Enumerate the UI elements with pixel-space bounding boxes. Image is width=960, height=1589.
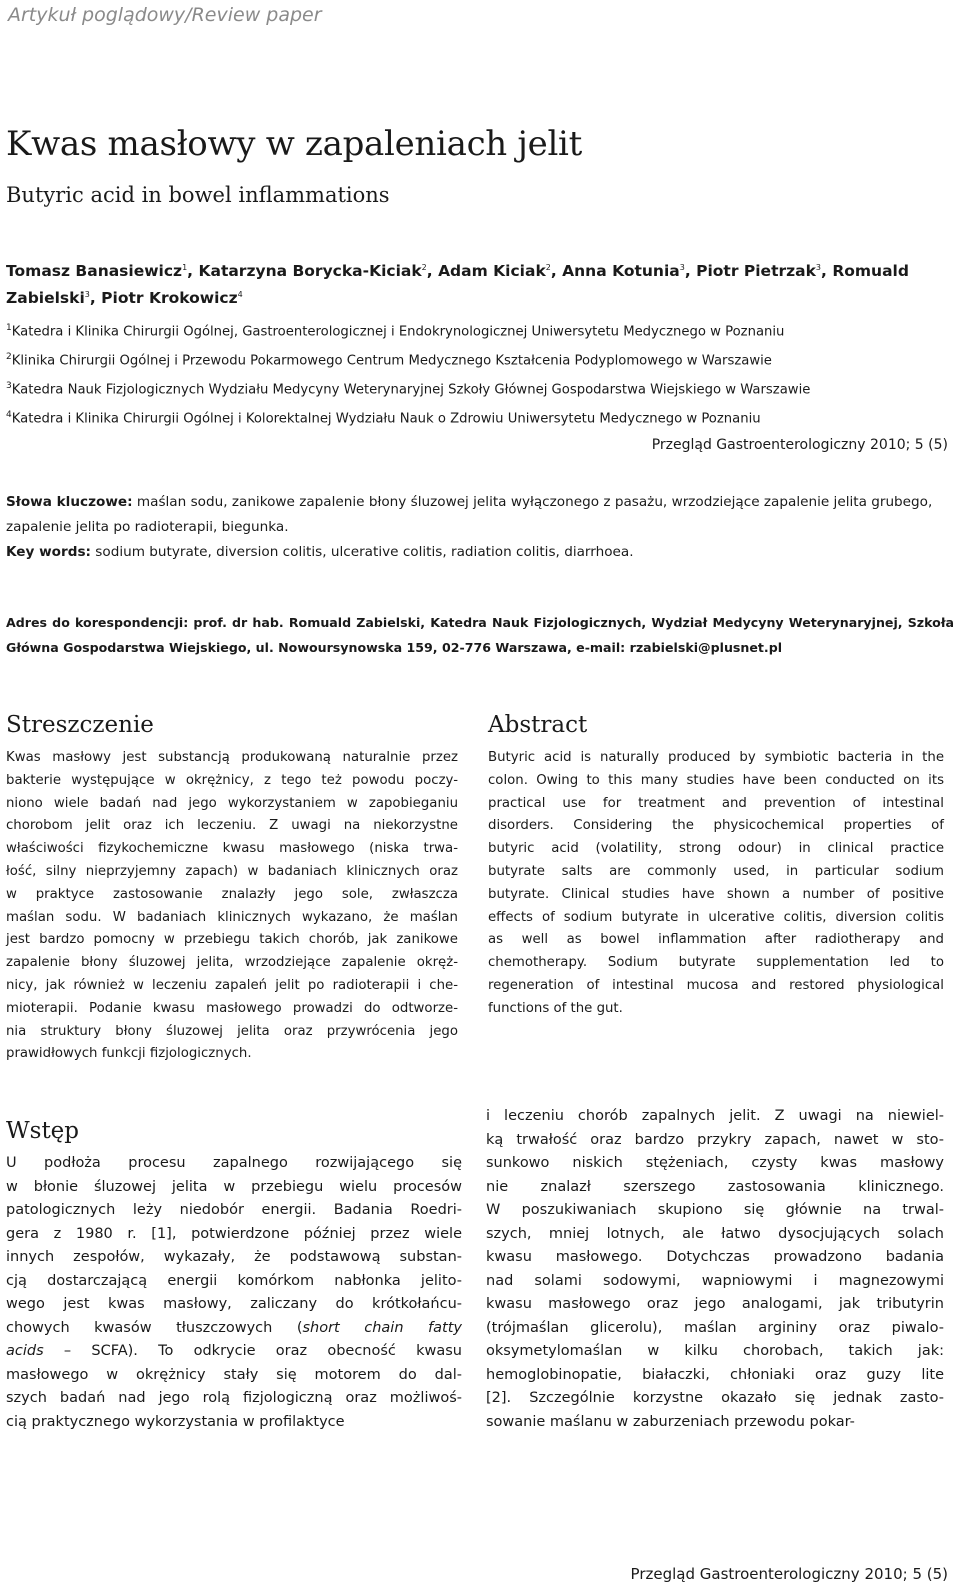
streszczenie-line: nia struktury błony śluzowej jelita oraz przywrócenia jego	[6, 1023, 458, 1039]
author-affiliation-mark: 3	[679, 263, 685, 272]
journal-reference: Przegląd Gastroenterologiczny 2010; 5 (5)	[651, 437, 948, 453]
affiliation-text: Katedra i Klinika Chirurgii Ogólnej, Gastroenterologicznej i Endokrynologicznej Uniwersytetu Medycznego w Poznaniu	[11, 324, 785, 340]
wstep-line: acids – SCFA). To odkrycie oraz obecność kwasu	[6, 1343, 462, 1359]
streszczenie-heading: Streszczenie	[6, 712, 154, 738]
footer-journal-reference: Przegląd Gastroenterologiczny 2010; 5 (5)	[630, 1565, 948, 1583]
author-affiliation-mark: 4	[237, 290, 243, 300]
streszczenie-line: właściwości fizykochemiczne kwasu masłowego (niska trwa-	[6, 841, 458, 857]
wstep-line: chowych kwasów tłuszczowych (short chain fatty	[6, 1319, 462, 1336]
affiliation-text: Katedra i Klinika Chirurgii Ogólnej i Kolorektalnej Wydziału Nauk o Zdrowiu Uniwersytetu Medycznego w Poznaniu	[11, 411, 761, 427]
keywords-en-label: Key words:	[6, 544, 91, 560]
term-italic: short chain fatty	[302, 1319, 462, 1336]
correspondence-text: prof. dr hab. Romuald Zabielski, Katedra Nauk Fizjologicznych, Wydział Medycyny Weterynaryjnej, Szkoła Główna Gospodarstwa Wiejskiego, ul. Nowoursynowska 159, 02-776 Warszawa, e-mail: rzabielski@plusnet.pl	[6, 615, 954, 655]
abstract-line: disorders. Considering the physicochemical properties of	[488, 818, 944, 834]
abstract-line: chemotherapy. Sodium butyrate supplementation led to	[488, 955, 944, 971]
author-affiliation-mark: 3	[815, 263, 822, 272]
wstep-line: nad solami sodowymi, wapniowymi i magnezowymi	[486, 1272, 944, 1289]
affiliation-number: 4	[6, 409, 12, 420]
author-name: Piotr Krokowicz	[101, 289, 238, 308]
wstep-line: nie znalazł szerszego zastosowania klinicznego.	[486, 1178, 944, 1195]
affiliation-number: 2	[6, 351, 12, 362]
affiliation-item	[6, 403, 954, 432]
wstep-line: kwasu masłowego. Dotychczas prowadzono badania	[486, 1249, 944, 1265]
affiliation-list	[6, 316, 954, 432]
correspondence-label: Adres do korespondencji:	[6, 615, 189, 630]
author-list	[6, 256, 954, 310]
affiliation-item	[6, 345, 954, 374]
wstep-line: szych badań nad jego rolą fizjologiczną oraz możliwoś-	[6, 1390, 462, 1406]
streszczenie-line: chorobom jelit oraz ich leczeniu. Z uwagi na niekorzystne	[6, 818, 458, 834]
author-name: Tomasz Banasiewicz	[6, 262, 183, 281]
keywords-pl-text: maślan sodu, zanikowe zapalenie błony śluzowej jelita wyłączonego z pasażu, wrzodziejące zapalenie jelita grubego, zapalenie jelita po radioterapii, biegunka.	[6, 494, 933, 535]
author-name: Anna Kotunia	[562, 262, 680, 281]
author-separator: ,	[684, 262, 697, 281]
streszczenie-line: nicy, jak również w leczeniu zapaleń jelit po radioterapii i che-	[6, 977, 458, 993]
abstract-line: as well as bowel inflammation after radiotherapy and	[488, 932, 944, 948]
wstep-line: w błonie śluzowej jelita w przebiegu wielu procesów	[6, 1178, 462, 1195]
streszczenie-line: maślan sodu. W badaniach klinicznych wykazano, że maślan	[6, 909, 458, 925]
wstep-line: i leczeniu chorób zapalnych jelit. Z uwagi na niewiel-	[486, 1108, 944, 1124]
affiliation-number: 3	[6, 380, 12, 391]
author-separator: ,	[821, 262, 833, 281]
author-name: Piotr Pietrzak	[696, 262, 816, 281]
abstract-line: butyric acid (volatility, strong odour) in clinical practice	[488, 841, 944, 857]
author-name: Adam Kiciak	[438, 262, 546, 281]
author-separator: ,	[426, 262, 439, 281]
wstep-line: masłowego w okrężnicy stały się motorem do dal-	[6, 1366, 462, 1383]
abstract-line: regeneration of intestinal mucosa and restored physiological	[488, 977, 944, 993]
affiliation-text: Katedra Nauk Fizjologicznych Wydziału Medycyny Weterynaryjnej Szkoły Głównej Gospodarstwa Wiejskiego w Warszawie	[11, 382, 811, 398]
abstract-line: colon. Owing to this many studies have been conducted on its	[488, 772, 944, 788]
streszczenie-line: prawidłowych funkcji fizjologicznych.	[6, 1046, 252, 1062]
streszczenie-line: bakterie występujące w okrężnicy, z tego też powodu poczy-	[6, 772, 458, 788]
wstep-line: wego jest kwas masłowy, zaliczany do krótkołańcu-	[6, 1296, 462, 1312]
author-separator: ,	[550, 262, 563, 281]
wstep-line: kwasu masłowego oraz jego analogami, jak tributyrin	[486, 1296, 944, 1312]
abstract-line: functions of the gut.	[488, 1000, 623, 1016]
streszczenie-line: zapalenie błony śluzowej jelita, wrzodziejące zapalenie okręż-	[6, 955, 458, 971]
abstract-line: butyrate. Clinical studies have shown a number of positive	[488, 886, 944, 902]
author-separator: ,	[187, 262, 199, 281]
keywords-pl-label: Słowa kluczowe:	[6, 494, 133, 510]
wstep-line: sowanie maślanu w zaburzeniach przewodu pokar-	[486, 1413, 855, 1430]
streszczenie-line: mioterapii. Podanie kwasu masłowego prowadzi do odtworze-	[6, 1000, 458, 1016]
keywords-english	[6, 540, 954, 565]
keywords-polish	[6, 490, 954, 540]
wstep-line: patologicznych leży niedobór energii. Badania Roedri-	[6, 1202, 462, 1218]
wstep-line: sunkowo niskich stężeniach, czysty kwas masłowy	[486, 1155, 944, 1171]
keywords-block	[6, 490, 954, 565]
wstep-line: szych, mniej lotnych, ale łatwo dysocjujących solach	[486, 1225, 944, 1242]
author-affiliation-mark: 3	[84, 290, 90, 300]
author-affiliation-mark: 2	[421, 263, 427, 272]
streszczenie-line: niono wiele badań nad jego wykorzystaniem w zapobieganiu	[6, 795, 458, 811]
abstract-line: butyrate salts are commonly used, in particular sodium	[488, 863, 944, 879]
wstep-left-column	[6, 1152, 462, 1434]
wstep-line: oksymetylomaślan w kilku chorobach, takich jak:	[486, 1343, 944, 1359]
author-affiliation-mark: 1	[182, 263, 188, 272]
streszczenie-line: Kwas masłowy jest substancją produkowaną naturalnie przez	[6, 750, 458, 765]
wstep-line: hemoglobinopatie, białaczki, chłoniaki oraz guzy lite	[486, 1366, 944, 1383]
wstep-line: innych zespołów, wykazały, że podstawową substan-	[6, 1249, 462, 1265]
author-name: Katarzyna Borycka-Kiciak	[198, 262, 422, 281]
affiliation-text: Klinika Chirurgii Ogólnej i Przewodu Pokarmowego Centrum Medycznego Kształcenia Podyplomowego w Warszawie	[11, 353, 772, 369]
abstract-line: Butyric acid is naturally produced by symbiotic bacteria in the	[488, 750, 944, 765]
author-affiliation-mark: 2	[545, 263, 551, 272]
correspondence-address	[6, 610, 954, 660]
author-separator: ,	[89, 289, 102, 308]
wstep-line: cią praktycznego wykorzystania w profilaktyce	[6, 1413, 345, 1430]
article-type-en: Review paper	[191, 4, 322, 26]
title-polish: Kwas masłowy w zapaleniach jelit	[6, 124, 582, 164]
article-type-label	[8, 4, 322, 26]
abstract-line: practical use for treatment and prevention of intestinal	[488, 795, 944, 811]
article-type-pl: Artykuł poglądowy/	[8, 4, 192, 26]
abstract-body	[488, 747, 944, 1021]
wstep-line: [2]. Szczególnie korzystne okazało się jednak zasto-	[486, 1390, 944, 1406]
wstep-heading: Wstęp	[6, 1118, 80, 1144]
streszczenie-line: w praktyce zastosowanie znalazły jego sole, zwłaszcza	[6, 886, 458, 902]
title-english: Butyric acid in bowel inflammations	[6, 183, 390, 207]
wstep-line: (trójmaślan glicerolu), maślan argininy oraz piwalo-	[486, 1319, 944, 1336]
wstep-right-column	[486, 1105, 944, 1434]
wstep-line: cją dostarczającą energii komórkom nabłonka jelito-	[6, 1272, 462, 1289]
term-italic: acids	[6, 1343, 44, 1359]
affiliation-item	[6, 374, 954, 403]
author-name: Romuald Zabielski	[6, 262, 909, 308]
affiliation-item	[6, 316, 954, 345]
streszczenie-line: jest bardzo pomocny w przebiegu takich chorób, jak zanikowe	[6, 932, 458, 948]
streszczenie-line: łość, silny nieprzyjemny zapach) w badaniach klinicznych oraz	[6, 863, 458, 879]
abstract-line: effects of sodium butyrate in ulcerative colitis, diversion colitis	[488, 909, 944, 925]
abstract-heading: Abstract	[488, 712, 588, 738]
streszczenie-body	[6, 747, 458, 1066]
wstep-line: ką trwałość oraz bardzo przykry zapach, nawet w sto-	[486, 1131, 944, 1148]
wstep-line: W poszukiwaniach skupiono się głównie na trwal-	[486, 1202, 944, 1218]
affiliation-number: 1	[6, 323, 12, 333]
keywords-en-text: sodium butyrate, diversion colitis, ulcerative colitis, radiation colitis, diarrhoea.	[90, 544, 634, 560]
wstep-line: gera z 1980 r. [1], potwierdzone później przez wiele	[6, 1225, 462, 1242]
wstep-line: U podłoża procesu zapalnego rozwijającego się	[6, 1155, 462, 1171]
